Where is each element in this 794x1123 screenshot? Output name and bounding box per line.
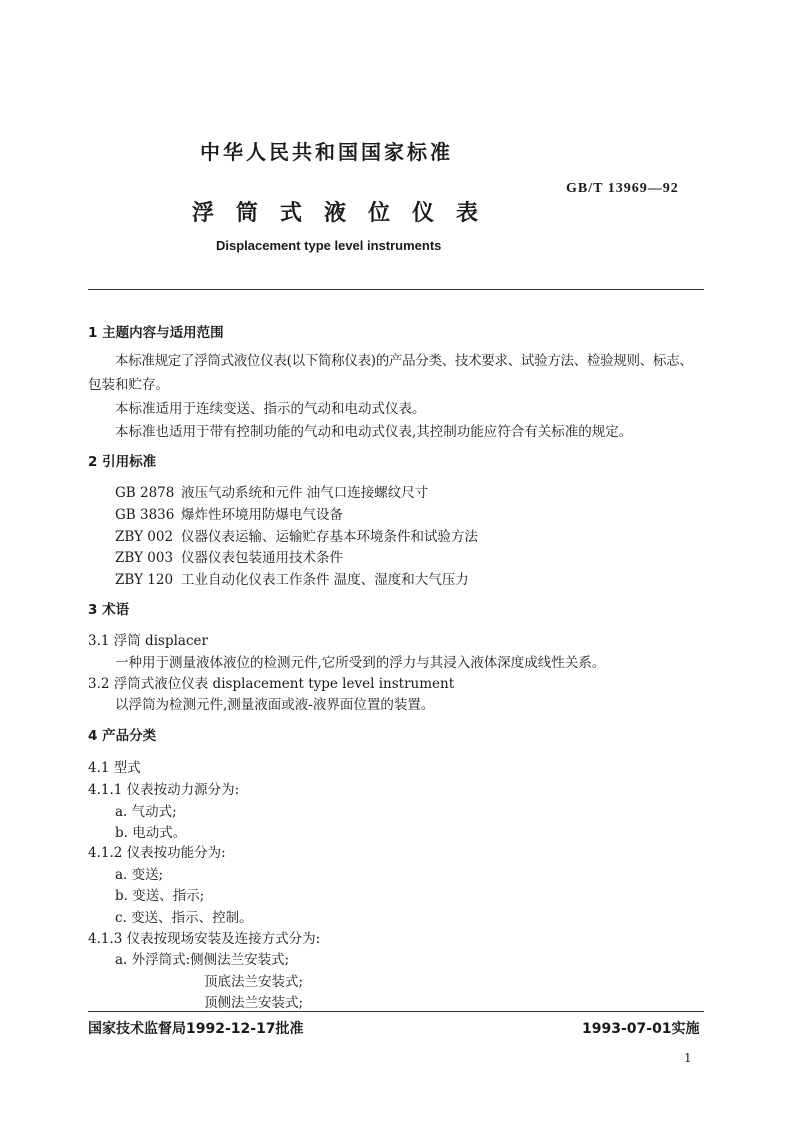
ref-row: [115, 525, 478, 545]
clause-4-1-2: 4.1.2 仪表按功能分为:: [88, 845, 226, 861]
page-number: 1: [684, 1051, 692, 1065]
ref-code: GB 2878: [115, 485, 175, 501]
title-english: Displacement type level instruments: [216, 238, 442, 253]
ref-row: [115, 546, 343, 566]
title-chinese: 浮筒式液位仪表: [192, 201, 501, 226]
term-3-1-desc: 一种用于测量液体液位的检测元件,它所受到的浮力与其浸入液体深度成线性关系。: [115, 655, 606, 671]
standard-number: GB/T 13969—92: [566, 181, 679, 196]
item-4-1-2-c: c. 变送、指示、控制。: [115, 910, 253, 926]
section1-p1-line1: 本标准规定了浮筒式液位仪表(以下简称仪表)的产品分类、技术要求、试验方法、检验规则、标志、: [115, 353, 693, 369]
item-4-1-2-a: a. 变送;: [115, 867, 164, 883]
clause-4-1: 4.1 型式: [88, 760, 141, 776]
section1-p3: 本标准也适用于带有控制功能的气动和电动式仪表,其控制功能应符合有关标准的规定。: [115, 424, 633, 440]
section1-p1-line2: 包装和贮存。: [88, 377, 169, 393]
section1-heading: 1 主题内容与适用范围: [88, 325, 224, 341]
section4-heading: 4 产品分类: [88, 728, 157, 744]
item-4-1-1-a: a. 气动式;: [115, 804, 177, 820]
footer-rule: [88, 1011, 704, 1012]
term-3-1: 3.1 浮筒 displacer: [88, 633, 208, 649]
header-national-standard: 中华人民共和国国家标准: [200, 140, 453, 164]
item-4-1-2-b: b. 变送、指示;: [115, 888, 205, 904]
section3-heading: 3 术语: [88, 602, 130, 618]
item-4-1-3-a2: 顶底法兰安装式;: [204, 974, 304, 990]
ref-row: [115, 481, 428, 501]
footer-approved: 国家技术监督局1992-12-17批准: [88, 1021, 304, 1037]
item-4-1-3-a: a. 外浮筒式:侧侧法兰安装式;: [115, 952, 290, 968]
ref-code: GB 3836: [115, 507, 175, 523]
ref-title: 仪器仪表包装通用技术条件: [181, 550, 343, 566]
header-rule: [88, 289, 704, 290]
ref-code: ZBY 120: [115, 572, 174, 588]
ref-title: 工业自动化仪表工作条件 温度、湿度和大气压力: [181, 572, 469, 588]
ref-title: 爆炸性环境用防爆电气设备: [181, 507, 343, 523]
footer-effective: 1993-07-01实施: [582, 1021, 700, 1037]
section2-heading: 2 引用标准: [88, 454, 157, 470]
ref-row: [115, 503, 343, 523]
item-4-1-1-b: b. 电动式。: [115, 825, 187, 841]
clause-4-1-1: 4.1.1 仪表按动力源分为:: [88, 782, 240, 798]
ref-code: ZBY 003: [115, 550, 174, 566]
item-4-1-3-a3: 顶侧法兰安装式;: [204, 995, 304, 1011]
ref-title: 液压气动系统和元件 油气口连接螺纹尺寸: [181, 485, 429, 501]
ref-code: ZBY 002: [115, 529, 174, 545]
ref-title: 仪器仪表运输、运输贮存基本环境条件和试验方法: [181, 529, 478, 545]
term-3-2: 3.2 浮筒式液位仪表 displacement type level instrument: [88, 676, 455, 692]
ref-row: [115, 568, 469, 588]
section1-p2: 本标准适用于连续变送、指示的气动和电动式仪表。: [115, 401, 426, 417]
clause-4-1-3: 4.1.3 仪表按现场安装及连接方式分为:: [88, 931, 321, 947]
term-3-2-desc: 以浮筒为检测元件,测量液面或液-液界面位置的装置。: [115, 697, 435, 713]
